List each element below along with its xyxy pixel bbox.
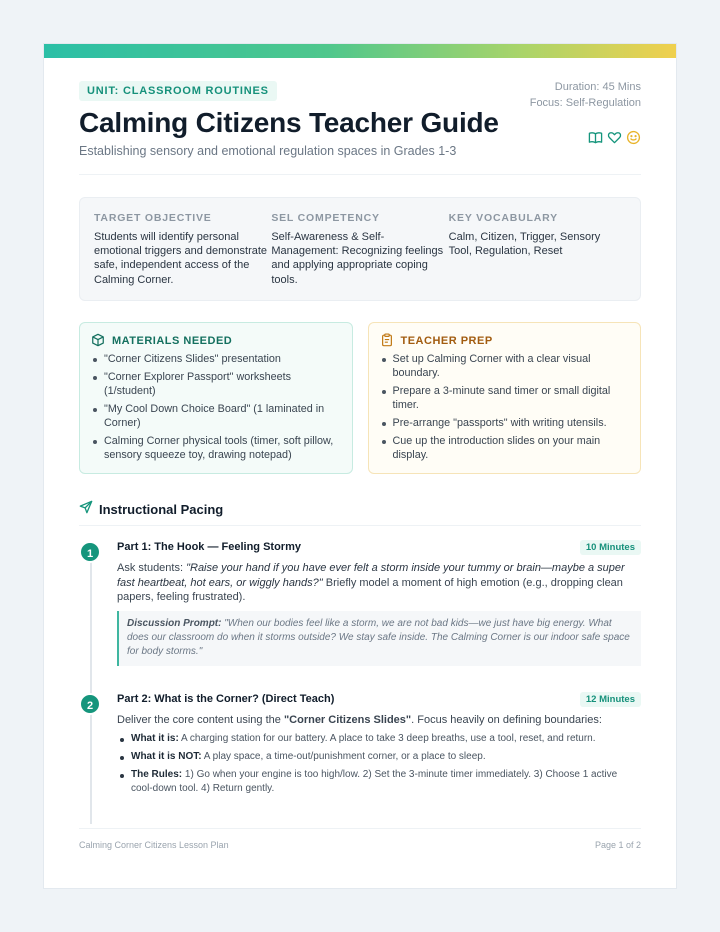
- vocabulary-heading: KEY VOCABULARY: [448, 212, 558, 224]
- box-icon: [91, 333, 105, 350]
- pacing-step-1: [79, 538, 641, 666]
- prompt-label: Discussion Prompt:: [127, 617, 222, 629]
- list-item: Pre-arrange "passports" with writing utensils.: [380, 416, 629, 430]
- page-footer: [79, 828, 641, 850]
- prep-heading: TEACHER PREP: [400, 335, 493, 347]
- step-body-outro: . Focus heavily on defining boundaries:: [411, 714, 602, 727]
- objectives-panel: [79, 197, 641, 301]
- step-body: [117, 713, 641, 728]
- discussion-prompt: [117, 611, 641, 667]
- prep-card: [368, 322, 642, 474]
- step-header: [117, 538, 641, 556]
- step-number: 1: [79, 541, 101, 563]
- competency-column: [271, 212, 448, 300]
- competency-heading: SEL COMPETENCY: [271, 212, 380, 224]
- book-icon: [588, 130, 603, 145]
- step-body-quote: "Raise your hand if you have ever felt a storm inside your tummy or brain—maybe a super fast heartbeat, hot ears, or wiggly hands?": [117, 562, 625, 589]
- objective-text: Students will identify personal emotional triggers and demonstrate safe, independent access of the Calming Corner.: [94, 231, 268, 286]
- step-title: Part 1: The Hook — Feeling Stormy: [117, 541, 301, 553]
- point-label: What it is NOT:: [131, 750, 202, 762]
- page-title: Calming Citizens Teacher Guide: [79, 107, 499, 138]
- clipboard-icon: [380, 333, 394, 350]
- step-body-outro: Briefly model a moment of high emotion (e.g., dropping clean papers, feeling frustrated).: [117, 576, 623, 603]
- step-body: [117, 561, 641, 605]
- prompt-text: "When our bodies feel like a storm, we are not bad kids—we just have big energy. What does our classroom do when it storms outside? We stay safe inside. The Calming Corner is our indoor safe space for body storms.": [127, 617, 630, 657]
- step-header: [117, 690, 641, 708]
- list-item: [117, 750, 641, 765]
- page-number: Page 1 of 2: [594, 840, 641, 850]
- footer-title: Calming Corner Citizens Lesson Plan: [79, 840, 229, 850]
- materials-card: [79, 322, 353, 474]
- step-body-bold: "Corner Citizens Slides": [283, 714, 412, 727]
- list-item: "My Cool Down Choice Board" (1 laminated in Corner): [91, 402, 340, 430]
- heart-icon: [607, 130, 622, 145]
- duration-text: Duration: 45 Mins: [554, 81, 641, 93]
- list-item: "Corner Citizens Slides" presentation: [91, 352, 340, 366]
- pacing-header: [79, 498, 641, 520]
- page-header: [79, 58, 641, 175]
- pacing-heading: Instructional Pacing: [99, 501, 224, 517]
- list-item: "Corner Explorer Passport" worksheets (1/student): [91, 370, 340, 398]
- vocabulary-column: [449, 212, 626, 300]
- prep-header: [380, 333, 629, 349]
- list-item: Set up Calming Corner with a clear visual boundary.: [380, 352, 629, 380]
- objective-column: [94, 212, 271, 300]
- duration-badge: 12 Minutes: [580, 692, 641, 707]
- section-divider: [79, 525, 641, 526]
- competency-text: Self-Awareness & Self-Management: Recognizing feelings and applying appropriate coping tools.: [271, 231, 444, 286]
- point-text: A play space, a time-out/punishment corner, or a place to sleep.: [201, 750, 486, 762]
- list-item: Calming Corner physical tools (timer, soft pillow, sensory squeeze toy, drawing notepad): [91, 434, 340, 462]
- point-label: What it is:: [131, 732, 179, 744]
- list-item: Cue up the introduction slides on your main display.: [380, 434, 629, 462]
- list-item: [117, 732, 641, 747]
- step-number: 2: [79, 693, 101, 715]
- header-icons: [588, 130, 641, 145]
- lesson-page: [43, 43, 677, 889]
- point-text: 1) Go when your engine is too high/low. 2) Set the 3-minute timer immediately. 3) Choose 1 active cool-down tool. 4) Return gently.: [131, 768, 618, 795]
- objective-heading: TARGET OBJECTIVE: [94, 212, 212, 224]
- lesson-meta: [530, 79, 641, 111]
- boundary-list: [117, 732, 641, 797]
- smiley-icon: [626, 130, 641, 145]
- unit-badge: UNIT: CLASSROOM ROUTINES: [79, 81, 277, 101]
- duration-badge: 10 Minutes: [580, 540, 641, 555]
- focus-text: Focus: Self-Regulation: [529, 97, 641, 109]
- step-title: Part 2: What is the Corner? (Direct Teach): [117, 693, 335, 706]
- materials-list: [91, 352, 340, 462]
- vocabulary-text: Calm, Citizen, Trigger, Sensory Tool, Regulation, Reset: [448, 231, 601, 258]
- pacing-timeline: [79, 538, 641, 797]
- send-icon: [79, 500, 93, 519]
- point-label: The Rules:: [131, 768, 183, 780]
- materials-heading: MATERIALS NEEDED: [112, 335, 233, 347]
- list-item: Prepare a 3-minute sand timer or small digital timer.: [380, 384, 629, 412]
- step-body-intro: Deliver the core content using the: [117, 714, 284, 727]
- page-subtitle: Establishing sensory and emotional regulation spaces in Grades 1-3: [79, 144, 457, 158]
- list-item: [117, 768, 641, 797]
- step-body-intro: Ask students:: [117, 562, 187, 574]
- prep-cards: [79, 322, 641, 474]
- point-text: A charging station for our battery. A place to take 3 deep breaths, use a tool, reset, and return.: [178, 732, 596, 744]
- pacing-step-2: [79, 690, 641, 797]
- gradient-bar: [44, 44, 676, 58]
- materials-header: [91, 333, 340, 349]
- prep-list: [380, 352, 629, 462]
